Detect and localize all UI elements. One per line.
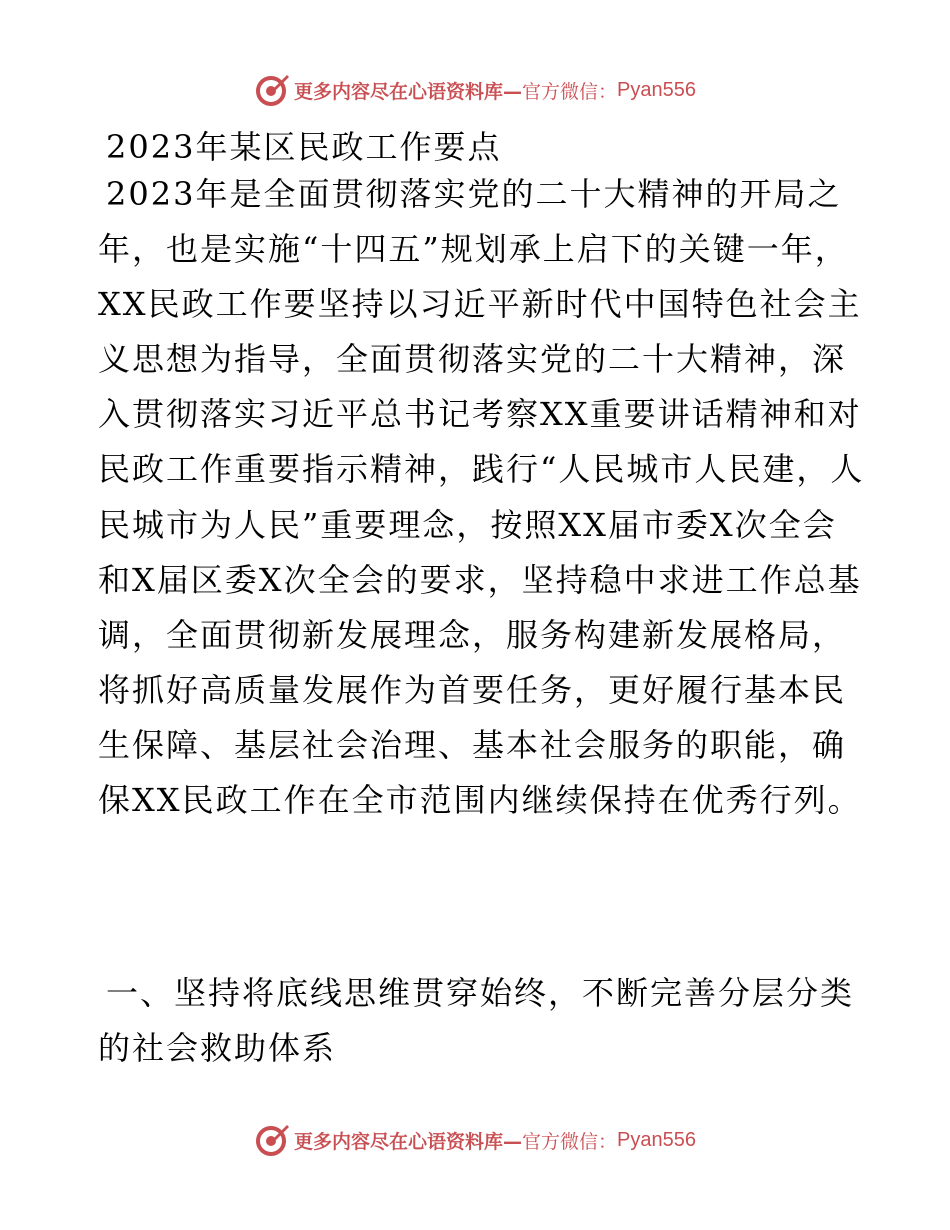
- watermark-text: 更多内容尽在心语资料库—: [294, 1130, 523, 1153]
- watermark-official-label: 官方微信：: [522, 1130, 618, 1153]
- watermark-official-label: 官方微信：: [522, 80, 618, 103]
- watermark-wechat-id: Pyan556: [617, 1128, 696, 1151]
- watermark-wechat-id: Pyan556: [617, 78, 696, 101]
- watermark-text: 更多内容尽在心语资料库—: [294, 80, 523, 103]
- intro-paragraph: 2023年是全面贯彻落实党的二十大精神的开局之年，也是实施“十四五”规划承上启下的关键一年，XX民政工作要坚持以习近平新时代中国特色社会主义思想为指导，全面贯彻落实党的二十大精神，深入贯彻落实习近平总书记考察XX重要讲话精神和对民政工作重要指示精神，践行“人民城市人民建，人民城市为人民”重要理念，按照XX届市委X次全会和X届区委X次全会的要求，坚持稳中求进工作总基调，全面贯彻新发展理念，服务构建新发展格局，将抓好高质量发展作为首要任务，更好履行基本民生保障、基层社会治理、基本社会服务的职能，确保XX民政工作在全市范围内继续保持在优秀行列。: [98, 175, 865, 820]
- document-title: 2023年某区民政工作要点: [106, 128, 502, 166]
- watermark-header: [0, 70, 950, 110]
- watermark-footer: [0, 1120, 950, 1160]
- pen-logo-icon: [254, 72, 290, 108]
- section-heading: 一、坚持将底线思维贯穿始终，不断完善分层分类的社会救助体系: [98, 974, 855, 1068]
- pen-logo-icon: [254, 1122, 290, 1158]
